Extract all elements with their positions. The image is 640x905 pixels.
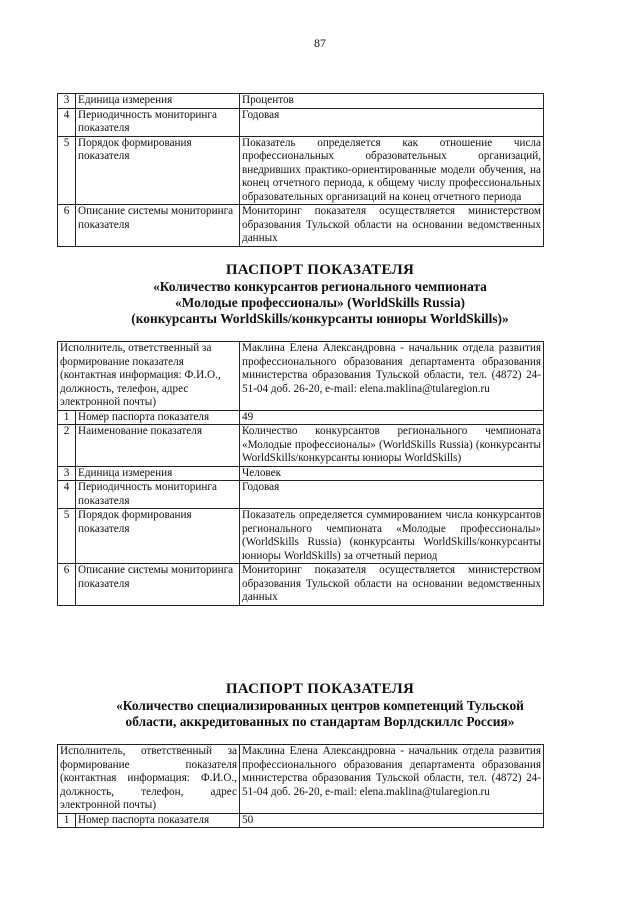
row-value: Мониторинг показателя осуществляется министерством образования Тульской области на основании ведомственных данных: [240, 205, 544, 247]
row-label: Описание системы мониторинга показателя: [76, 564, 240, 606]
row-value: 49: [240, 410, 544, 425]
page-number: 87: [314, 36, 326, 50]
table-row: [58, 481, 544, 509]
row-number: 4: [58, 108, 76, 136]
row-value: Человек: [240, 466, 544, 481]
passport-subtitle-line: «Количество конкурсантов регионального чемпионата: [153, 279, 487, 294]
table-row: [58, 136, 544, 205]
row-label: Периодичность мониторинга показателя: [76, 108, 240, 136]
row-value: Мониторинг показателя осуществляется министерством образования Тульской области на основании ведомственных данных: [240, 564, 544, 606]
table-row: [58, 410, 544, 425]
passport-table: [57, 744, 544, 828]
row-value: Показатель определяется как отношение числа профессиональных образовательных организаций, внедривших практико-ориентированные модели обучения, на конец отчетного периода, к общему числу профессиональных образовательных организаций на конец отчетного периода: [240, 136, 544, 205]
passport-subtitle-line: «Количество специализированных центров компетенций Тульской: [116, 698, 524, 713]
row-number: 6: [58, 205, 76, 247]
table-row: [58, 813, 544, 828]
table-row: [58, 509, 544, 564]
executor-label: Исполнитель, ответственный за формирование показателя (контактная информация: Ф.И.О., должность, телефон, адрес электронной почты): [58, 745, 240, 814]
row-label: Единица измерения: [76, 94, 240, 109]
row-number: 3: [58, 466, 76, 481]
row-label: Номер паспорта показателя: [76, 813, 240, 828]
row-label: Описание системы мониторинга показателя: [76, 205, 240, 247]
passport-subtitle-line: (конкурсанты WorldSkills/конкурсанты юниоры WorldSkills)»: [131, 311, 509, 326]
passport-table: [57, 341, 544, 606]
row-number: 3: [58, 94, 76, 109]
table-row-executor: [58, 745, 544, 814]
row-value: 50: [240, 813, 544, 828]
passport-title: ПАСПОРТ ПОКАЗАТЕЛЯ: [225, 681, 415, 697]
row-value: Годовая: [240, 481, 544, 509]
passport-title: ПАСПОРТ ПОКАЗАТЕЛЯ: [225, 262, 415, 278]
row-value: Показатель определяется суммированием числа конкурсантов регионального чемпионата «Молодые профессионалы» (WorldSkills Russia) (конкурсанты WorldSkills/конкурсанты юниоры WorldSkills) за отчетный период: [240, 509, 544, 564]
passport-heading: [60, 681, 580, 730]
table-row-executor: [58, 342, 544, 411]
table-row: [58, 94, 544, 109]
table-row: [58, 205, 544, 247]
row-number: 1: [58, 813, 76, 828]
row-label: Периодичность мониторинга показателя: [76, 481, 240, 509]
row-number: 6: [58, 564, 76, 606]
passport-table-continued: [57, 93, 544, 247]
passport-subtitle-line: «Молодые профессионалы» (WorldSkills Russia): [174, 295, 466, 310]
executor-value: Маклина Елена Александровна - начальник отдела развития профессионального образования департамента образования министерства образования Тульской области, тел. (4872) 24-51-04 доб. 26-20, e-mail: elena.maklina@tularegion.ru: [240, 342, 544, 411]
row-label: Наименование показателя: [76, 425, 240, 467]
table-row: [58, 425, 544, 467]
row-number: 1: [58, 410, 76, 425]
executor-value: Маклина Елена Александровна - начальник отдела развития профессионального образования департамента образования министерства образования Тульской области, тел. (4872) 24-51-04 доб. 26-20, e-mail: elena.maklina@tularegion.ru: [240, 745, 544, 814]
row-number: 5: [58, 509, 76, 564]
passport-subtitle-line: области, аккредитованных по стандартам Ворлдскиллс Россия»: [125, 714, 515, 729]
table-row: [58, 108, 544, 136]
row-number: 4: [58, 481, 76, 509]
row-number: 2: [58, 425, 76, 467]
row-label: Единица измерения: [76, 466, 240, 481]
table-row: [58, 466, 544, 481]
row-value: Годовая: [240, 108, 544, 136]
row-number: 5: [58, 136, 76, 205]
row-value: Процентов: [240, 94, 544, 109]
row-label: Порядок формирования показателя: [76, 509, 240, 564]
row-value: Количество конкурсантов регионального чемпионата «Молодые профессионалы» (WorldSkills Russia) (конкурсанты WorldSkills/конкурсанты юниоры WorldSkills): [240, 425, 544, 467]
row-label: Порядок формирования показателя: [76, 136, 240, 205]
table-row: [58, 564, 544, 606]
row-label: Номер паспорта показателя: [76, 410, 240, 425]
passport-heading: [60, 262, 580, 327]
executor-label: Исполнитель, ответственный за формирование показателя (контактная информация: Ф.И.О., должность, телефон, адрес электронной почты): [58, 342, 240, 411]
